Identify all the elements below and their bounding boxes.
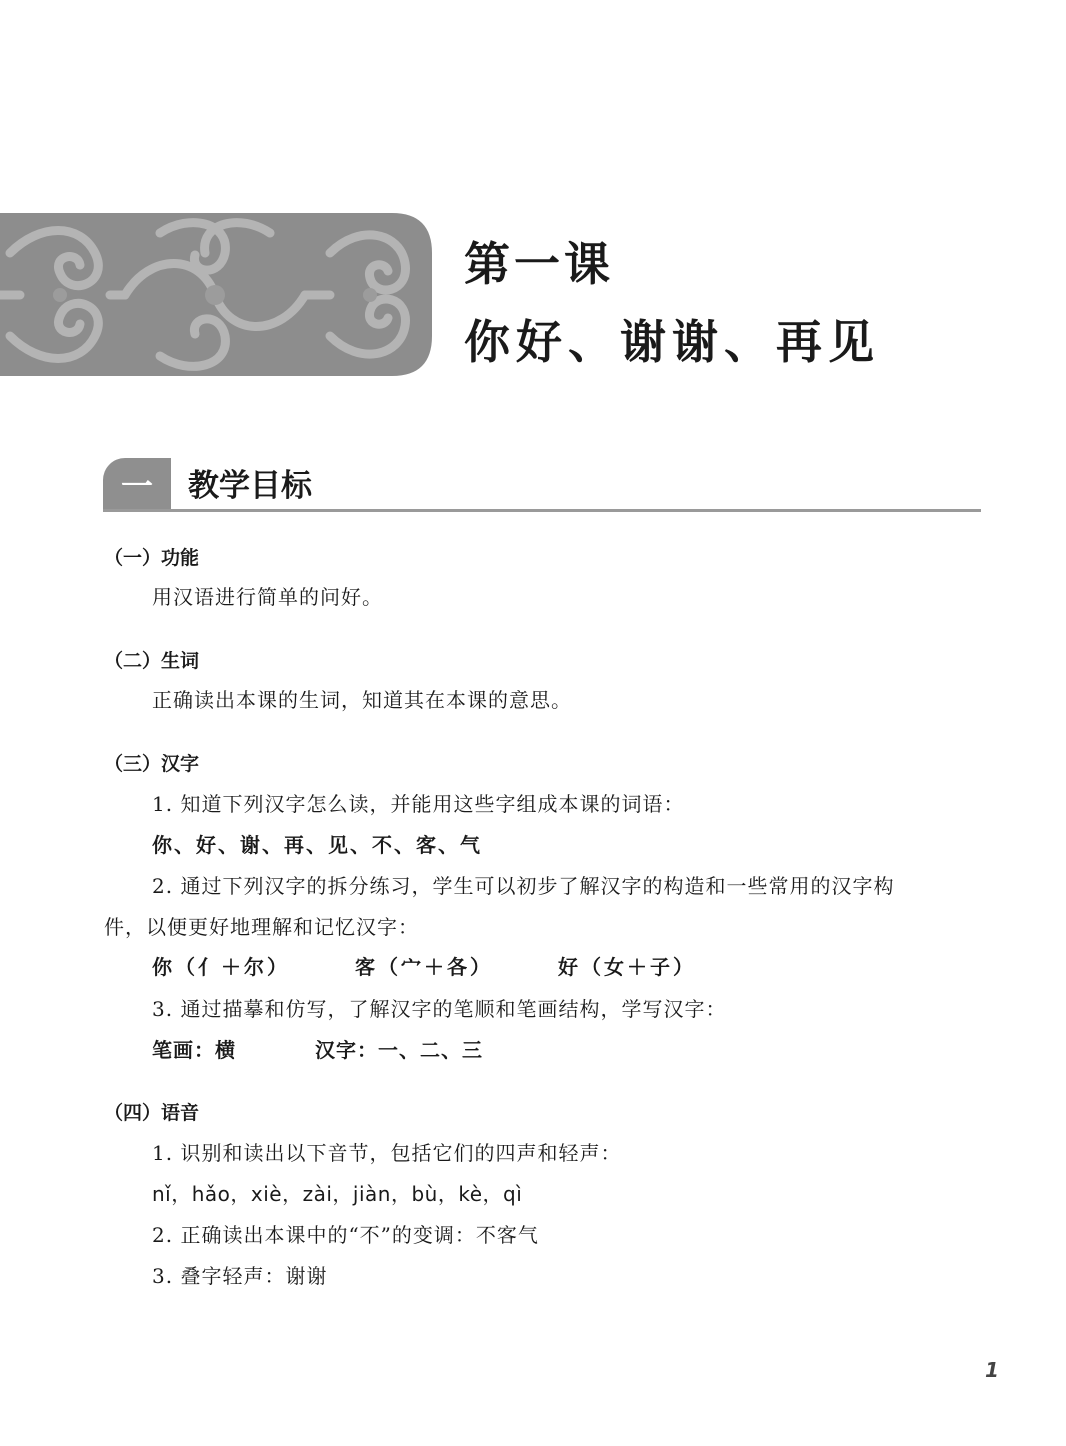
subsection-label-characters: （三）汉字 bbox=[104, 753, 200, 775]
characters-item-2-line-1: 2. 通过下列汉字的拆分练习，学生可以初步了解汉字的构造和一些常用的汉字构 bbox=[152, 874, 895, 898]
characters-list: 你、好、谢、再、见、不、客、气 bbox=[152, 833, 482, 857]
decorative-banner bbox=[0, 213, 432, 376]
characters-item-1: 1. 知道下列汉字怎么读，并能用这些字组成本课的词语： bbox=[152, 792, 685, 816]
section-header bbox=[103, 458, 981, 514]
function-text: 用汉语进行简单的问好。 bbox=[152, 585, 383, 609]
decomposition-1: 你（亻＋尔） bbox=[152, 955, 290, 979]
pronunciation-item-2: 2. 正确读出本课中的“不”的变调：不客气 bbox=[152, 1223, 539, 1247]
page-number: 1 bbox=[985, 1358, 999, 1382]
subsection-label-vocabulary: （二）生词 bbox=[104, 650, 200, 672]
pinyin-list: nǐ，hǎo，xiè，zài，jiàn，bù，kè，qì bbox=[152, 1182, 523, 1206]
decomposition-3: 好（女＋子） bbox=[558, 955, 696, 979]
lesson-number: 第一课 bbox=[464, 237, 614, 291]
pronunciation-item-1: 1. 识别和读出以下音节，包括它们的四声和轻声： bbox=[152, 1141, 622, 1165]
subsection-label-function: （一）功能 bbox=[104, 547, 200, 569]
section-title: 教学目标 bbox=[188, 468, 312, 504]
strokes-text: 笔画：横 bbox=[152, 1038, 236, 1062]
section-divider bbox=[103, 509, 981, 512]
characters-item-2-line-2: 件，以便更好地理解和记忆汉字： bbox=[104, 915, 419, 939]
hanzi-text: 汉字：一、二、三 bbox=[315, 1038, 483, 1062]
subsection-label-pronunciation: （四）语音 bbox=[104, 1102, 200, 1124]
vocabulary-text: 正确读出本课的生词，知道其在本课的意思。 bbox=[152, 688, 572, 712]
section-badge: 一 bbox=[103, 458, 171, 512]
pronunciation-item-3: 3. 叠字轻声：谢谢 bbox=[152, 1264, 328, 1288]
lesson-title: 你好、谢谢、再见 bbox=[464, 315, 880, 369]
characters-item-3: 3. 通过描摹和仿写，了解汉字的笔顺和笔画结构，学写汉字： bbox=[152, 997, 727, 1021]
decomposition-2: 客（宀＋各） bbox=[355, 955, 493, 979]
